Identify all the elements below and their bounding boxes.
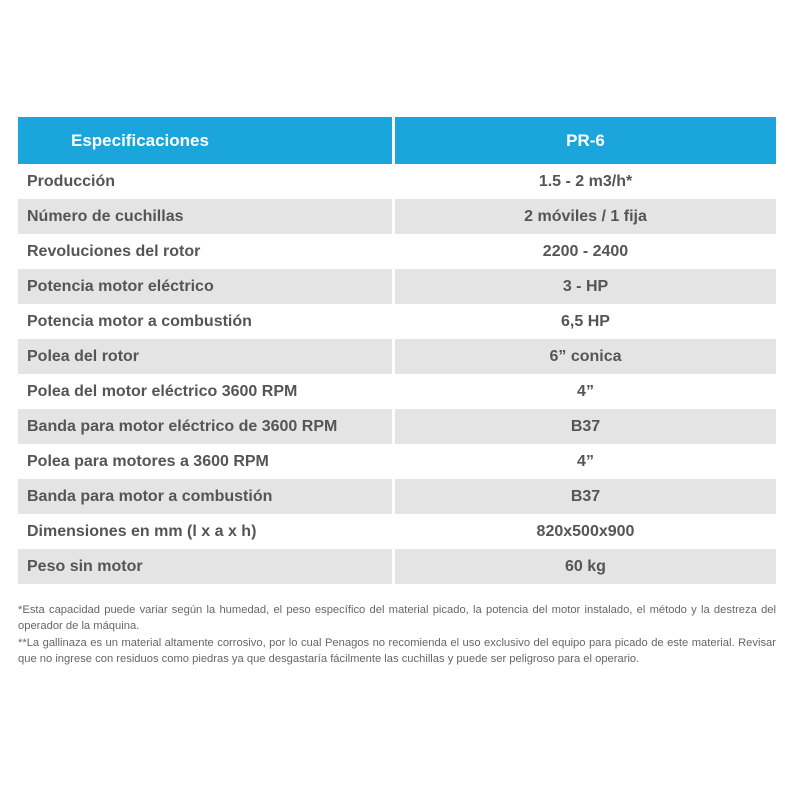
spec-name: Banda para motor eléctrico de 3600 RPM — [18, 409, 395, 444]
spec-name: Revoluciones del rotor — [18, 234, 395, 269]
spec-value: B37 — [395, 409, 776, 444]
spec-value: B37 — [395, 479, 776, 514]
table-row — [18, 514, 776, 549]
table-row — [18, 234, 776, 269]
spec-value: 3 - HP — [395, 269, 776, 304]
spec-value: 60 kg — [395, 549, 776, 584]
table-row — [18, 409, 776, 444]
spec-value: 2200 - 2400 — [395, 234, 776, 269]
spec-value: 6” conica — [395, 339, 776, 374]
spec-name: Banda para motor a combustión — [18, 479, 395, 514]
spec-table-header-row — [18, 117, 776, 164]
table-row — [18, 549, 776, 584]
table-row — [18, 444, 776, 479]
footnote-capacity: *Esta capacidad puede variar según la humedad, el peso específico del material picado, la potencia del motor instalado, el método y la destreza del operador de la máquina. — [18, 604, 776, 633]
table-row — [18, 269, 776, 304]
spec-name: Producción — [18, 164, 395, 199]
spec-name: Potencia motor a combustión — [18, 304, 395, 339]
spec-name: Polea del rotor — [18, 339, 395, 374]
spec-name: Dimensiones en mm (l x a x h) — [18, 514, 395, 549]
spec-value: 4” — [395, 444, 776, 479]
header-model: PR-6 — [395, 117, 776, 164]
table-row — [18, 479, 776, 514]
table-row — [18, 339, 776, 374]
spec-name: Potencia motor eléctrico — [18, 269, 395, 304]
spec-name: Peso sin motor — [18, 549, 395, 584]
spec-name: Polea del motor eléctrico 3600 RPM — [18, 374, 395, 409]
spec-name: Polea para motores a 3600 RPM — [18, 444, 395, 479]
header-spec: Especificaciones — [18, 117, 395, 164]
spec-value: 4” — [395, 374, 776, 409]
spec-table — [18, 117, 776, 584]
table-row — [18, 164, 776, 199]
spec-value: 6,5 HP — [395, 304, 776, 339]
table-row — [18, 304, 776, 339]
footnotes — [18, 602, 776, 667]
footnote-gallinaza: **La gallinaza es un material altamente corrosivo, por lo cual Penagos no recomienda el uso exclusivo del equipo para picado de este material. Revisar que no ingrese con residuos como piedras ya que desgastaría fácilmente las cuchillas y puede ser peligroso para el operario. — [18, 636, 776, 665]
table-row — [18, 374, 776, 409]
spec-name: Número de cuchillas — [18, 199, 395, 234]
spec-value: 820x500x900 — [395, 514, 776, 549]
table-row — [18, 199, 776, 234]
spec-value: 1.5 - 2 m3/h* — [395, 164, 776, 199]
spec-value: 2 móviles / 1 fija — [395, 199, 776, 234]
